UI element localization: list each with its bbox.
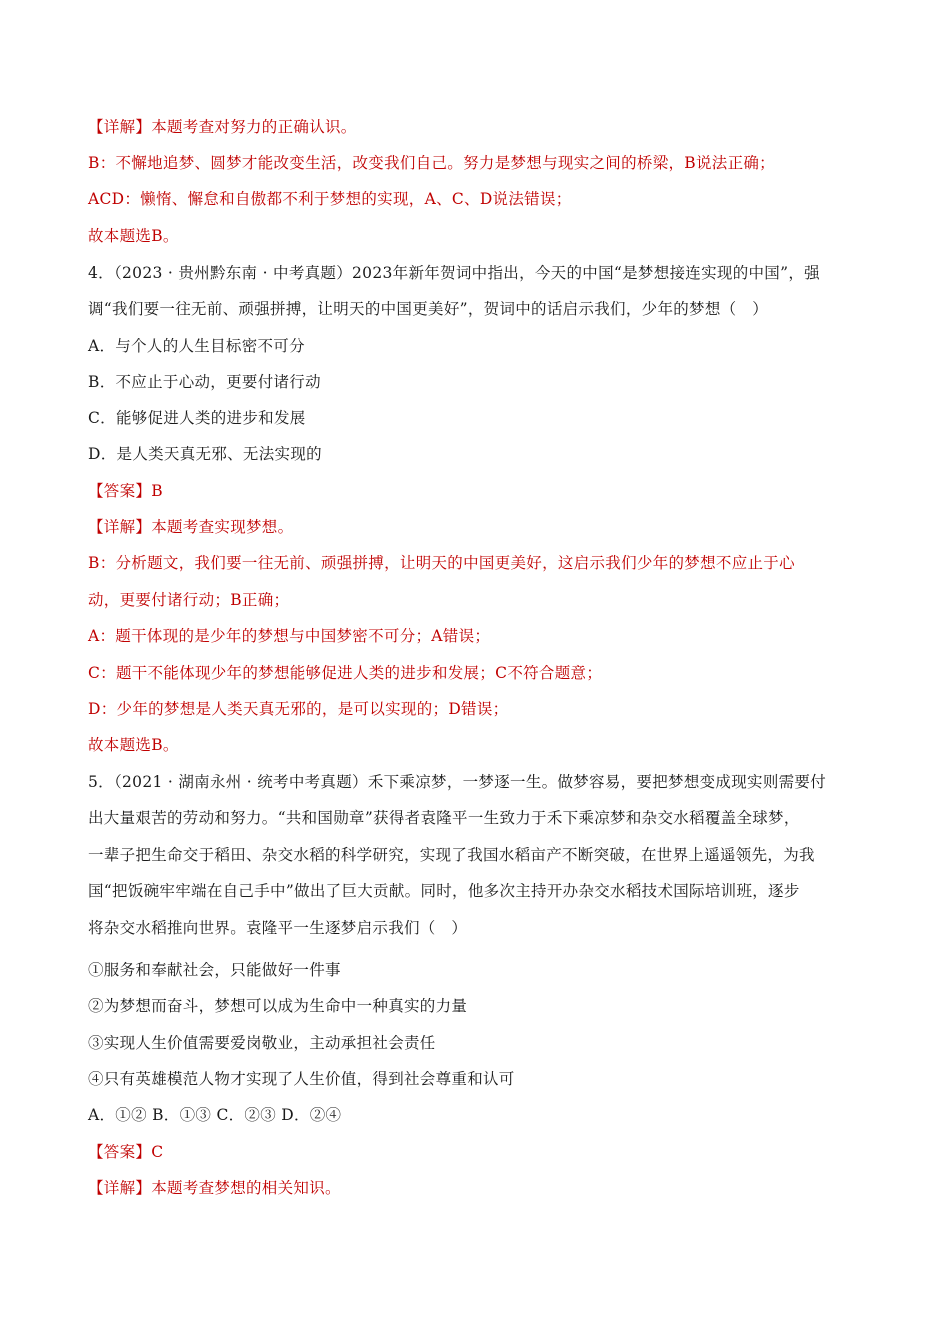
explanation-line: B：不懈地追梦、圆梦才能改变生活，改变我们自己。努力是梦想与现实之间的桥梁，B说法正确； bbox=[88, 154, 775, 172]
detail-tag: 【详解】 bbox=[88, 1179, 152, 1197]
detail-text: 本题考查对努力的正确认识。 bbox=[151, 118, 357, 136]
question-4-option-b: B．不应止于心动，更要付诸行动 bbox=[88, 373, 321, 391]
question-5-options: A．①② B．①③ C．②③ D．②④ bbox=[88, 1106, 342, 1124]
question-5-statement: ④只有英雄模范人物才实现了人生价值，得到社会尊重和认可 bbox=[88, 1070, 515, 1088]
explanation-line: 动，更要付诸行动；B正确； bbox=[88, 591, 290, 609]
detail-tag: 【详解】 bbox=[88, 518, 152, 536]
question-4-stem-line-2: 调“我们要一往无前、顽强拼搏，让明天的中国更美好”，贺词中的话启示我们，少年的梦想（ ） bbox=[88, 300, 769, 318]
question-5-detail bbox=[88, 1178, 870, 1198]
explanation-line: A：题干体现的是少年的梦想与中国梦密不可分；A错误； bbox=[88, 627, 491, 645]
question-4-answer bbox=[88, 481, 870, 501]
question-5-answer bbox=[88, 1142, 870, 1162]
explanation-line: B：分析题文，我们要一往无前、顽强拼搏，让明天的中国更美好，这启示我们少年的梦想不应止于心 bbox=[88, 554, 795, 572]
detail-text: 本题考查实现梦想。 bbox=[151, 518, 294, 536]
detail-tag: 【详解】 bbox=[88, 118, 152, 136]
detail-text: 本题考查梦想的相关知识。 bbox=[151, 1179, 341, 1197]
question-5-statement: ②为梦想而奋斗，梦想可以成为生命中一种真实的力量 bbox=[88, 997, 468, 1015]
question-5-stem-line: 5．（2021 · 湖南永州 · 统考中考真题）禾下乘凉梦，一梦逐一生。做梦容易，要把梦想变成现实则需要付 bbox=[88, 773, 827, 791]
explanation-line: ACD：懒惰、懈怠和自傲都不利于梦想的实现，A、C、D说法错误； bbox=[88, 190, 572, 208]
detail-line bbox=[88, 117, 870, 137]
explanation-line: D：少年的梦想是人类天真无邪的，是可以实现的；D错误； bbox=[88, 700, 509, 718]
question-5-stem-line: 国“把饭碗牢牢端在自己手中”做出了巨大贡献。同时，他多次主持开办杂交水稻技术国际培训班，逐步 bbox=[88, 882, 800, 900]
question-5-stem-line: 一辈子把生命交于稻田、杂交水稻的科学研究，实现了我国水稻亩产不断突破，在世界上遥遥领先，为我 bbox=[88, 846, 815, 864]
question-5-statement: ③实现人生价值需要爱岗敬业，主动承担社会责任 bbox=[88, 1034, 436, 1052]
conclusion-line: 故本题选B。 bbox=[88, 736, 179, 754]
question-4-option-c: C．能够促进人类的进步和发展 bbox=[88, 409, 306, 427]
question-5-statement: ①服务和奉献社会，只能做好一件事 bbox=[88, 961, 341, 979]
explanation-line: C：题干不能体现少年的梦想能够促进人类的进步和发展；C不符合题意； bbox=[88, 664, 603, 682]
answer-tag: 【答案】 bbox=[88, 1143, 152, 1161]
question-5-stem-line: 出大量艰苦的劳动和努力。“共和国勋章”获得者袁隆平一生致力于禾下乘凉梦和杂交水稻覆盖全球梦， bbox=[88, 809, 800, 827]
answer-value: C bbox=[151, 1143, 164, 1161]
question-4-option-a: A．与个人的人生目标密不可分 bbox=[88, 337, 305, 355]
question-4-option-d: D．是人类天真无邪、无法实现的 bbox=[88, 445, 322, 463]
answer-value: B bbox=[151, 482, 163, 500]
conclusion-line: 故本题选B。 bbox=[88, 227, 179, 245]
question-5-stem-line: 将杂交水稻推向世界。袁隆平一生逐梦启示我们（ ） bbox=[88, 919, 468, 937]
answer-tag: 【答案】 bbox=[88, 482, 152, 500]
question-4-detail bbox=[88, 517, 870, 537]
question-4-stem-line-1: 4．（2023 · 贵州黔东南 · 中考真题）2023年新年贺词中指出，今天的中国“是梦想接连实现的中国”，强 bbox=[88, 264, 820, 282]
